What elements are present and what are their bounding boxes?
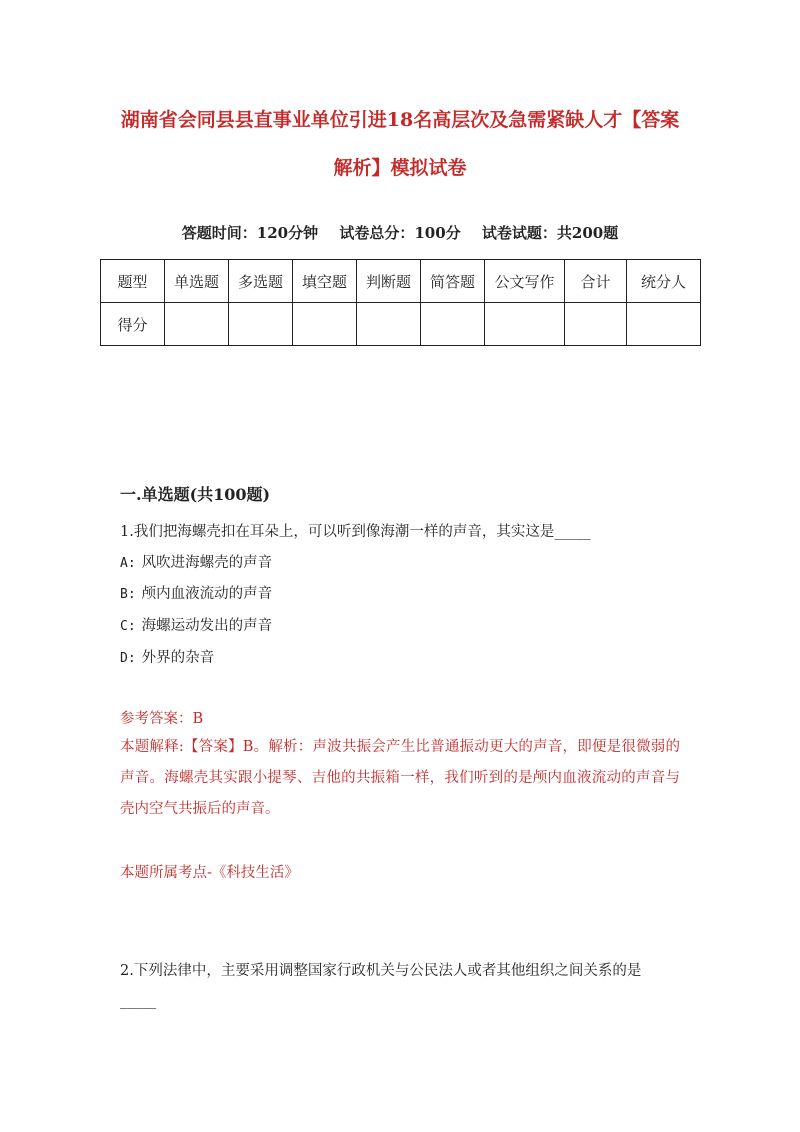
option-text: 外界的杂音 [141, 650, 215, 666]
question-1-explanation: 本题解释:【答案】B。解析：声波共振会产生比普通振动更大的声音，即便是很微弱的声音。海螺壳其实跟小提琴、吉他的共振箱一样，我们听到的是颅内血液流动的声音与壳内空气共振后的声音。 [120, 739, 680, 817]
question-1-option-d [120, 646, 214, 667]
header-cell-scorer: 统分人 [627, 260, 701, 303]
header-cell-type: 题型 [101, 260, 165, 303]
header-cell-total: 合计 [565, 260, 627, 303]
header-cell-writing: 公文写作 [485, 260, 565, 303]
option-text: 海螺运动发出的声音 [141, 618, 273, 634]
exam-total-questions: 试卷试题：共200题 [481, 224, 619, 242]
score-cell[interactable] [357, 303, 421, 346]
score-cell[interactable] [627, 303, 701, 346]
question-1-topic: 本题所属考点-《科技生活》 [120, 865, 299, 881]
section-heading: 一.单选题(共100题) [120, 485, 271, 504]
score-cell[interactable] [565, 303, 627, 346]
header-cell-single: 单选题 [165, 260, 229, 303]
exam-total-score: 试卷总分：100分 [339, 224, 461, 242]
question-2-stem: 2.下列法律中，主要采用调整国家行政机关与公民法人或者其他组织之间关系的是_____ [120, 963, 642, 1009]
option-text: 颅内血液流动的声音 [141, 586, 273, 602]
option-key: D: [120, 651, 136, 666]
question-1-answer: 参考答案：B [120, 711, 204, 727]
row-label-score: 得分 [101, 303, 165, 346]
header-cell-multi: 多选题 [229, 260, 293, 303]
score-cell[interactable] [293, 303, 357, 346]
header-cell-judge: 判断题 [357, 260, 421, 303]
option-key: A: [120, 556, 136, 571]
question-1-option-b [120, 582, 272, 603]
question-1-option-a [120, 551, 272, 572]
exam-time: 答题时间：120分钟 [181, 224, 319, 242]
score-table-score-row [101, 303, 701, 346]
question-1-stem: 1.我们把海螺壳扣在耳朵上，可以听到像海潮一样的声音，其实这是_____ [120, 524, 591, 540]
score-cell[interactable] [229, 303, 293, 346]
option-key: B: [120, 587, 136, 602]
option-text: 风吹进海螺壳的声音 [141, 555, 273, 571]
option-key: C: [120, 619, 136, 634]
header-cell-short: 简答题 [421, 260, 485, 303]
exam-info [100, 222, 700, 243]
title-line-2: 解析】模拟试卷 [333, 157, 467, 179]
score-cell[interactable] [421, 303, 485, 346]
page-title [100, 96, 700, 192]
score-table [100, 259, 701, 346]
header-cell-fill: 填空题 [293, 260, 357, 303]
score-table-header-row [101, 260, 701, 303]
score-cell[interactable] [485, 303, 565, 346]
title-line-1: 湖南省会同县县直事业单位引进18名高层次及急需紧缺人才【答案 [120, 109, 680, 131]
question-1-option-c [120, 614, 272, 635]
score-cell[interactable] [165, 303, 229, 346]
